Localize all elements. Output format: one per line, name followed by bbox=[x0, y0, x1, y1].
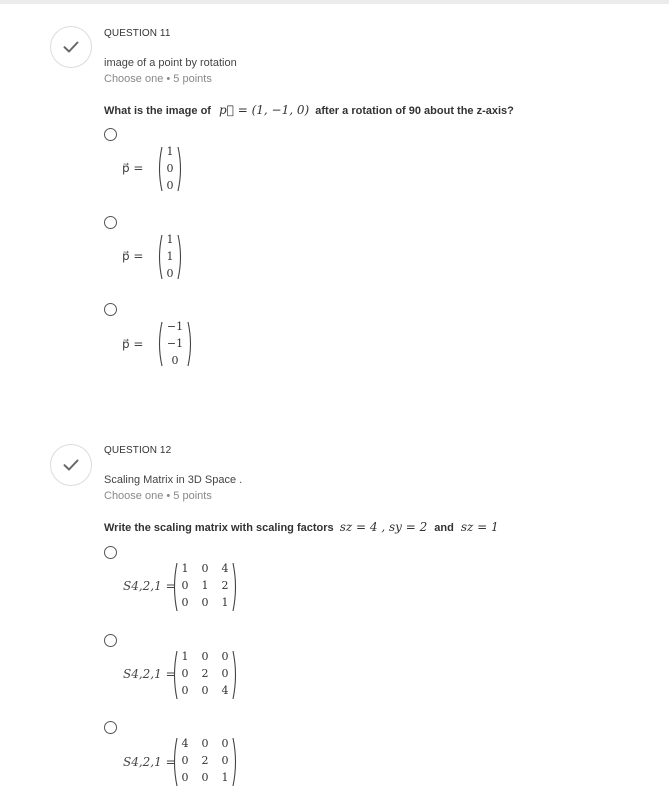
matrix-cell: 0 bbox=[201, 650, 209, 663]
option-c-label: S4,2,1 = bbox=[123, 755, 176, 769]
matrix-cell: 4 bbox=[181, 737, 189, 750]
matrix-cell: 0 bbox=[201, 737, 209, 750]
option-b-label: p⃗ = bbox=[122, 249, 144, 263]
question-prompt bbox=[104, 520, 499, 534]
matrix-cell: 1 bbox=[221, 771, 229, 784]
matrix-cell: 0 bbox=[181, 771, 189, 784]
matrix-cell: 0 bbox=[201, 562, 209, 575]
option-b-radio[interactable] bbox=[104, 216, 117, 229]
prompt-math-point: p⃗ = (1, −1, 0) bbox=[219, 103, 310, 117]
matrix-cell: 0 bbox=[221, 667, 229, 680]
quiz-card bbox=[0, 4, 669, 806]
matrix-cell: 0 bbox=[221, 754, 229, 767]
question-number: QUESTION 11 bbox=[104, 28, 171, 39]
matrix-cell: 0 bbox=[181, 596, 189, 609]
option-c-matrix bbox=[171, 736, 239, 788]
question-prompt bbox=[104, 103, 514, 117]
option-c-radio[interactable] bbox=[104, 721, 117, 734]
prompt-math-factor-z: sz = 1 bbox=[460, 520, 499, 534]
matrix-cell: 0 bbox=[166, 162, 174, 175]
option-a-radio[interactable] bbox=[104, 546, 117, 559]
option-b-matrix bbox=[171, 649, 239, 701]
option-c-radio[interactable] bbox=[104, 303, 117, 316]
matrix-cell: 0 bbox=[201, 771, 209, 784]
matrix-cell: 0 bbox=[221, 650, 229, 663]
option-a-label: p⃗ = bbox=[122, 161, 144, 175]
checkmark-icon bbox=[63, 41, 79, 53]
option-a-label: S4,2,1 = bbox=[123, 579, 176, 593]
matrix-cell: 0 bbox=[201, 596, 209, 609]
question-meta: Choose one • 5 points bbox=[104, 490, 212, 502]
option-c-label: p⃗ = bbox=[122, 337, 144, 351]
checkmark-icon bbox=[63, 459, 79, 471]
question-meta: Choose one • 5 points bbox=[104, 73, 212, 85]
prompt-math-factors: sz = 4 , sy = 2 bbox=[339, 520, 428, 534]
matrix-cell: 4 bbox=[221, 684, 229, 697]
option-a-radio[interactable] bbox=[104, 128, 117, 141]
matrix-cell: 0 bbox=[166, 267, 174, 280]
matrix-cell: 4 bbox=[221, 562, 229, 575]
prompt-and: and bbox=[434, 522, 454, 534]
option-b-radio[interactable] bbox=[104, 634, 117, 647]
prompt-text: Write the scaling matrix with scaling factors bbox=[104, 522, 334, 534]
matrix-cell: 0 bbox=[181, 579, 189, 592]
matrix-cell: 0 bbox=[201, 684, 209, 697]
matrix-cell: 0 bbox=[181, 754, 189, 767]
matrix-cell: 1 bbox=[166, 233, 174, 246]
matrix-cell: 1 bbox=[181, 562, 189, 575]
matrix-cell: 1 bbox=[221, 596, 229, 609]
option-c-matrix bbox=[156, 320, 194, 368]
matrix-cell: 0 bbox=[181, 684, 189, 697]
answered-check-badge bbox=[50, 26, 92, 68]
option-b-matrix bbox=[156, 233, 184, 281]
option-b-label: S4,2,1 = bbox=[123, 667, 176, 681]
matrix-cell: 2 bbox=[201, 754, 209, 767]
matrix-cell: 2 bbox=[221, 579, 229, 592]
matrix-cell: 0 bbox=[171, 354, 179, 367]
matrix-cell: 1 bbox=[166, 145, 174, 158]
matrix-cell: 1 bbox=[166, 250, 174, 263]
answered-check-badge bbox=[50, 444, 92, 486]
prompt-tail: after a rotation of 90 about the z-axis? bbox=[315, 105, 514, 117]
matrix-cell: 1 bbox=[181, 650, 189, 663]
option-a-matrix bbox=[156, 145, 184, 193]
matrix-cell: −1 bbox=[166, 320, 184, 333]
question-number: QUESTION 12 bbox=[104, 445, 172, 456]
matrix-cell: −1 bbox=[166, 337, 184, 350]
matrix-cell: 0 bbox=[166, 179, 174, 192]
matrix-cell: 2 bbox=[201, 667, 209, 680]
question-title: image of a point by rotation bbox=[104, 57, 237, 69]
question-title: Scaling Matrix in 3D Space . bbox=[104, 474, 243, 486]
matrix-cell: 0 bbox=[221, 737, 229, 750]
prompt-text: What is the image of bbox=[104, 105, 211, 117]
matrix-cell: 1 bbox=[201, 579, 209, 592]
option-a-matrix bbox=[171, 561, 239, 613]
matrix-cell: 0 bbox=[181, 667, 189, 680]
